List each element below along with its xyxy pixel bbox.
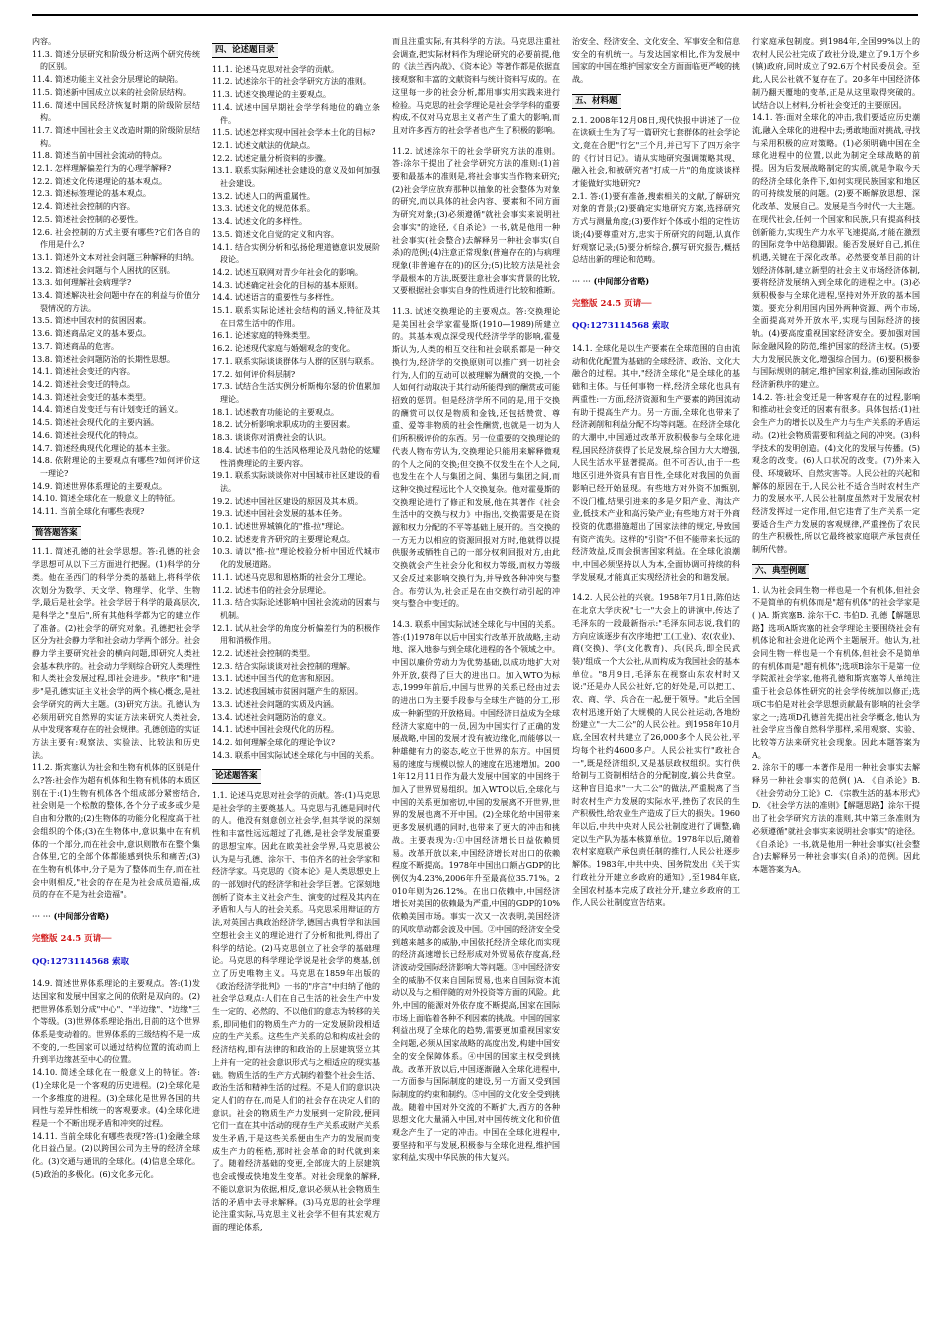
essay-item: 13.4. 试述文化的多样性。 <box>212 217 307 227</box>
section-heading-material: 五、材料题 <box>572 94 621 109</box>
essay-item: 13.1. 试述中国当代的危害和原因。 <box>212 674 339 684</box>
essay-item: 17.1. 联系实际谈谈群体与人群的区别与联系。 <box>212 356 379 366</box>
answer-paragraph: 行家庭承包制度。到1984年,全国99%以上的农村人民公社完成了政社分设,建立了9.1万个乡(镇)政府,同时成立了92.6万个村民委员会。至此,人民公社就不复存在了。20多年中国经济体制乃翻天覆地的变革,正是从这里取得突破的。试结合以上材料,分析社会变迁的主要原因。 <box>752 37 920 110</box>
essay-item: 10.1. 试述世界城镇化的"推-拉"理论。 <box>212 522 349 532</box>
essay-item: 13.2. 试述我国城市贫困问题产生的原因。 <box>212 687 363 697</box>
essay-item: 18.2. 试分析影响求职成功的主要因素。 <box>212 420 355 430</box>
question-item: 11.7. 简述中国社会主义改造时期的阶级阶层结构。 <box>32 125 200 148</box>
answer-paragraph: 14.9. 简述世界体系理论的主要观点。答:(1)发达国家和发展中国家之间的依附是双向的。(2)把世界体系划分成"中心"、"半边缘"、"边缘"三个等级。(3)世界体系理论指出,目前的这个世界体系是变动着的。世界体系的三级结构不是一成不变的,一些国家可以通过结构位置的流动而上升到半边缘甚至中心的位置。 <box>32 979 200 1065</box>
essay-item: 13.2. 试述人口的两重属性。 <box>212 191 315 201</box>
section-heading-essay-answers: 论述题答案 <box>212 769 261 784</box>
answer-paragraph: 14.3. 联系中国实际试述全球化与中国的关系。答:(1)1978年以后中国实行改革开放战略,主动地、深入地参与到全球化进程的各个领域之中。中国以廉价劳动力为优势基础,以成功地扩大对外开放,获得了巨大的进出口。加入WTO为标志,1999年前后,中国与世界的关系已经由过去的进出口为主要手段参与全球生产链的分工,形成一种新型的开放格局。中国经济日益成为全球经济大家庭中的一员,因为中国实行了正确的发展战略,中国的发展才没有被边缘化,而能够以一种雄健有力的姿态,屹立于世界的东方。中国贸易的速度与规模以惊人的速度在迅速增加。2001年12月11日作为最大发展中国家的中国终于加入了世界贸易组织。加入WTO以后,全球化与中国的关系更加密切,中国的发展离不开世界,世界的发展也离不开中国。(2)全球化给中国带来更多发展机遇的同时,也带来了更大的冲击和挑战。主要表现为:①中国经济增长日益依赖贸易。改革开放以来,中国经济增长对出口的依赖程度不断提高。1978年中国出口额占GDP的比例仅为4.23%,2006年升至最高位35.71%。2010年则为26.12%。在出口依赖中,中国经济增长对美国的依赖最为严重,中国的GDP的10%依赖美国市场。事实一次又一次表明,美国经济的风吹草动都会波及中国。②中国的经济安全受到越来越多的威胁,中国依托经济全球化而实现的经济高速增长已经形成对外贸易依存度高,经济波动受国际经济影响大等问题。③中国经济安全的威胁不仅来自国际贸易,也来自国际资本流动以及与之相伴随的对外投资等方面的风险。此外,中国的能源对外依存度不断提高,国家在国际市场上面临着各种不利因素的挑战。中国的国家利益出现了全球化的趋势,需要更加重视国家安全问题,必须从国家战略的高度出发,构建中国安全的安全保障体系。④中国的国家主权受到挑战。改革开放以后,中国逐渐融入全球化进程中,一方面参与国际制度的建设,另一方面又受到国际制度的约束和制约。⑤中国的文化安全受到挑战。随着中国对外交流的不断扩大,西方的各种思想文化大量涌入中国,对中国传统文化和价值观念产生了一定的冲击。中国在全球化进程中,要坚持和平与发展,积极参与全球化进程,维护国家利益,实现中华民族的伟大复兴。 <box>392 619 560 1163</box>
column-2 <box>212 36 380 1332</box>
question-item: 14.9. 简述世界体系理论的主要观点。 <box>32 481 167 491</box>
question-item: 13.7. 简述商品的危害。 <box>32 341 119 351</box>
essay-item: 13.1. 联系实际阐述社会建设的意义及如何加强社会建设。 <box>212 166 380 189</box>
essay-item: 16.2. 论述现代家庭与婚姻观念的变化。 <box>212 344 355 354</box>
question-item: 13.2. 简述社会问题与个人困扰的区别。 <box>32 265 175 275</box>
question-item: 13.5. 简述中国农村的贫困因素。 <box>32 316 151 326</box>
answer-paragraph: 11.2. 斯宾塞认为社会和生物有机体的区别是什么?答:社会作为超有机体和生物有机体的本质区别在于:(1)生物有机体各个组成部分紧密结合,社会则是一个松散的整体,各个分子或多或少是自由和分散的;(2)生物体的功能分化程度高于社会组织的个体;(3)在生物体中,意识集中在有机体的一个部分,而在社会中,意识则散布在整个集合体里,它的全部个体都能感到快乐和痛苦;(3)在生物有机体中,分子是为了整体而生存,而在社会中则相反,"社会的存在是为社会成员造福,成员的存在不是为社会造福"。 <box>32 763 200 900</box>
question-item: 11.6. 简述中国民经济恢复时期的阶级阶层结构。 <box>32 100 200 123</box>
question-item: 11.3. 简述分层研究和阶级分析这两个研究传统的区别。 <box>32 49 200 72</box>
column-4 <box>572 36 740 1332</box>
question-item: 14.10. 简述全球化在一般意义上的特征。 <box>32 494 180 504</box>
essay-item: 19.1. 联系实际谈谈你对中国城市社区建设的看法。 <box>212 471 380 493</box>
answer-paragraph: 14.10. 简述全球化在一般意义上的特征。答:(1)全球化是一个客观的历史进程。(2)全球化是一个多维度的进程。(3)全球化是世界各国的共同性与差异性相统一的客观要求。(4)全球化进程是一个不断出现矛盾和冲突的过程。 <box>32 1068 200 1128</box>
answer-paragraph: 1.1. 论述马克思对社会学的贡献。答:(1)马克思是社会学的主要奠基人。马克思与孔德是同时代的人。他没有刻意创立社会学,但其学说的深刻性和丰富性远远超过了孔德,是社会学发展重要的思想宝库。因此在欧美社会学界,马克思被公认为是与孔德、涂尔干、韦伯齐名的社会学家和经济学家。马克思的《资本论》是人类思想史上的一部划时代的经济学和社会学巨著。它深刻地剖析了资本主义社会产生、演变的过程及其内在矛盾和人与人的社会关系。马克思采用辩证的方法,对英国古典政治经济学,德国古典哲学和法国空想社会主义的理论进行了分析和批判,得出了科学的结论。(2)马克思创立了社会学的基础理论。马克思的科学理论学说是社会学的奠基,创立了历史唯物主义。马克思在1859年出版的《政治经济学批判》一书的"序言"中归纳了他的社会学总观点:人们在自己生活的社会生产中发生一定的、必然的、不以他们的意志为转移的关系,即同他们的物质生产力的一定发展阶段相适应的生产关系。这些生产关系的总和构成社会的经济结构,即有法律的和政治的上层建筑竖立其上并有一定的社会意识形式与之相适应的现实基础。物质生活的生产方式制约着整个社会生活、政治生活和精神生活的过程。不是人们的意识决定人们的存在,而是人们的社会存在决定人们的意识。社会的物质生产力发展到一定阶段,便同它们一直在其中活动的现存生产关系或财产关系发生矛盾,于是这些关系便由生产力的发展而变成生产力的桎梏,那时社会革命的时代就到来了。随着经济基础的变更,全部庞大的上层建筑也会或慢或快地发生变革。对社会现象的解释,不能以意识为依据,相反,意识必须从社会物质生活的矛盾中去寻求解释。(3)马克思的社会学理论注重实际,马克思主义社会学不但有其宏观方面的理论体系, <box>212 791 380 1232</box>
essay-item: 18.1. 试述教育功能论的主要观点。 <box>212 407 339 417</box>
essay-item: 11.1. 论述马克思对社会学的贡献。 <box>212 64 339 74</box>
essay-item: 11.2. 试述韦伯的社会分层理论。 <box>212 585 331 595</box>
essay-item: 14.2. 如何理解全球化的理论争议? <box>212 737 336 747</box>
essay-item: 12.1. 试从社会学的角度分析偏差行为的积极作用和消极作用。 <box>212 623 380 646</box>
question-item: 14.1. 简述社会变迁的内容。 <box>32 367 135 377</box>
question-item: 14.4. 简述自发变迁与有计划变迁的涵义。 <box>32 405 183 415</box>
column-3 <box>392 36 560 1332</box>
question-item: 12.5. 简述社会控制的必要性。 <box>32 214 143 224</box>
essay-item: 11.3. 结合实际论述影响中国社会流动的因素与机制。 <box>212 598 380 620</box>
essay-item: 11.5. 试述怎样实现中国社会学本土化的目标? <box>212 128 376 138</box>
essay-item: 14.1. 结合实例分析和弘扬伦理道德意识发展阶段论。 <box>212 242 380 265</box>
question-item: 13.6. 简述商品定义的基本要点。 <box>32 329 151 339</box>
essay-item: 14.3. 试述确定社会化的目标的基本原则。 <box>212 280 363 290</box>
question-item: 12.1. 怎样理解偏差行为的心理学解释? <box>32 164 172 174</box>
omission-note: ⋯ ⋯ (中间部分省略) <box>572 275 650 286</box>
answer-paragraph: 14.11. 当前全球化有哪些表现?答:(1)金融全球化日益凸显。(2)以跨国公司为主导的经济全球化。(3)交通与通讯的全球化。(4)信息全球化。(5)政治的多极化。(6)文化多元化。 <box>32 1131 200 1179</box>
essay-item: 14.2. 试述互联网对青少年社会化的影响。 <box>212 267 363 277</box>
question-item: 14.6. 简述社会现代化的特点。 <box>32 430 143 440</box>
section-heading-essay-list: 四、论述题目录 <box>212 43 278 58</box>
question-item: 12.4. 简述社会控制的内容。 <box>32 202 135 212</box>
essay-item: 19.3. 试述中国社会发展的基本任务。 <box>212 509 347 519</box>
answer-paragraph: 14.1. 全球化是以生产要素在全球范围的自由流动和优化配置为基础的全球经济、政治、文化大融合的过程。其中,"经济全球化"是全球化的基础和主体。与任何事物一样,经济全球化也具有两重性:一方面,经济资源和生产要素的跨国流动有助于提高生产力。另一方面,全球化也带来了经济剥削和利益分配不均等问题。在经济全球化的大潮中,中国通过改革开放积极参与全球化进程,国民经济获得了长足发展,综合国力大大增强,人民生活水平显著提高。但不可否认,由于一些地区引进外资具有盲目性,全球化对我国的负面影响已经开始显现。有些地方对外资不加甄别,不设门槛,结果引进来的多是夕阳产业、淘汰产业,低技术产业和高污染产业;有些地方对于外商投资的优惠措施超出了国家法律的规定,导致国有资产流失。这样的"引资"不但不能带来长远的经济效益,反而会损害国家利益。在全球化浪潮中,中国必须坚持以人为本,全面协调可持续的科学发展观,才能真正实现经济社会的和谐发展。 <box>572 344 740 582</box>
column-1 <box>32 36 200 1332</box>
promo-full-version: 完整版 24.5 页请── <box>32 933 112 944</box>
essay-item: 10.2. 试述麦肯齐研究的主要理论观点。 <box>212 534 355 544</box>
essay-item: 16.1. 论述家庭的特殊类型。 <box>212 331 315 341</box>
omission-note: ⋯ ⋯ (中间部分省略) <box>32 911 110 922</box>
essay-item: 17.2. 如何评价科层制? <box>212 369 296 379</box>
answer-paragraph: 而且注重实际,有其科学的方法。马克思注重社会调查,把实际材料作为理论研究的必要前提,他的《法兰西内战》、《资本论》等著作都是依据直接观察和丰富的文献资料与统计资料写成的。在这里每一步的社会分析,都用事实用实践来进行检验。马克思的社会学理论是社会学学科的重要构成,不仅对马克思主义者产生了重大的影响,而且对许多西方的社会学者也产生了积极的影响。 <box>392 37 560 135</box>
essay-item: 15.1. 联系实际论述社会结构的涵义,特征及其在日常生活中的作用。 <box>212 306 380 328</box>
material-item: 2.1. 答:(1)要有准备,搜索相关的文献,了解研究对象的背景;(2)要确定实地研究方案,选择研究方式与测量角度;(3)要作好个体或小组的定性访谈;(4)要尊重对方,忠实于所研究的问题,认真作好观察记录;(5)要分析综合,撰写研究报告,概括总结出新的理论和范畴。 <box>572 191 740 265</box>
question-item: 12.6. 社会控制的方式主要有哪些?它们各自的作用是什么? <box>32 227 200 250</box>
question-item: 14.7. 简述经典现代化理论的基本主张。 <box>32 443 175 453</box>
essay-item: 11.2. 试述涂尔干的社会学研究方法的准则。 <box>212 77 371 87</box>
question-item: 13.4. 简述解决社会问题中存在的利益与价值分裂情况的方法。 <box>32 291 200 313</box>
answer-paragraph: 11.1. 简述孔德的社会学思想。答:孔德的社会学思想可从以下三方面进行把握。(1)科学的分类。他在圣西门的科学分类的基础上,将科学依次划分为数学、天文学、物理学、化学、生物学,最后是社会学。社会学居于科学的最高层次,是科学之"皇后",所有其他科学都为它的建立作了准备。(2)社会学的研究对象。孔德把社会学区分为社会静力学和社会动力学两个部分。社会静力学主要研究社会的横向问题,即研究人类社会基本秩序的。社会动力学则综合研究人类理性和人类社会发展过程,即社会进步。"秩序"和"进步"是孔德实证主义社会学的两个核心概念,是社会学研究的两大主题。(3)研究方法。孔德认为必须用研究自然界的实证方法来研究人类社会,从中发现客观存在的社会规律。孔德创造的实证方法主要有:观察法、实验法、比较法和历史法。 <box>32 547 200 760</box>
material-item: 2.1. 2008年12月08日,现代快报中讲述了一位在读硕士生为了写一篇研究七套群体的社会学论文,竟在合肥"行乞"三个月,并已写下了四万余字的《行讨日记》。请从实地研究强调策略其现、融入社会,和被研究者"打成一片"的角度谈谈样才能做好实地研究? <box>572 115 740 189</box>
answer-paragraph: 14.2. 人民公社的兴衰。1958年7月1日,陈伯达在北京大学庆祝"七一"大会上的讲演中,传达了毛泽东的一段最新指示:"毛泽东同志说,我们的方向应该逐步有次序地把'工(工业)、农(农业)、商(交换)、学(文化教育)、兵(民兵,即全民武装)'组成一个大公社,从而构成为我国社会的基本单位。"8月9日,毛泽东在视察山东农村时又说:"还是办人民公社好,它的好处是,可以把工、农、商、学、兵合在一起,便于领导。"此后全国农村迅速开始了大规模的人民公社运动,各地纷纷建立"一大二公"的人民公社。到1958年10月底,全国农村共建立了26,000多个人民公社,平均每个社约4600多户。人民公社实行"政社合一",既是经济组织,又是基层政权组织。实行供给制与工资制相结合的分配制度,搞公共食堂。这种盲目追求"一大二公"的做法,严重脱离了当时农村生产力发展的实际水平,挫伤了农民的生产积极性,给农业生产造成了巨大的损失。1960年以后,中共中央对人民公社制度进行了调整,确定以生产队为基本核算单位。1978年以后,随着农村家庭联产承包责任制的推行,人民公社逐步解体。1983年,中共中央、国务院发出《关于实行政社分开建立乡政府的通知》,至1984年底,全国农村基本完成了政社分开,建立乡政府的工作,人民公社制度宣告结束。 <box>572 593 740 908</box>
question-item: 内容。 <box>32 37 56 46</box>
promo-contact: QQ:1273114568 索取 <box>572 321 670 332</box>
essay-item: 13.4. 试述社会问题防治的意义。 <box>212 712 331 722</box>
essay-item: 10.3. 请以"推-拉"理论校验分析中国近代城市化的发展道路。 <box>212 547 380 570</box>
answer-paragraph: 11.3. 试述交换理论的主要观点。答:交换理论是美国社会学家霍曼斯(1910—1989)所建立的。其基本观点深受现代经济学学的影响,霍曼斯认为,人类的相互交往和社会联系都是一种交换行为,经济学的交换原则可以推广到一切社会行为,人们的互动可以被理解为酬赏的交换,一个人如何行动取决于其行动所能得到的酬赏或可能招致的惩罚。但是经济学所不同的是,用于交换的酬赏可以仅是物质和金钱,还包括赞赏、尊重、爱等非物质的社会性酬赏,也就是一切为人们所积极评价的东西。另一位重要的交换理论的代表人物布劳认为,交换理论只能用来解释微观的个人之间的交换;但交换不仅发生在个人之间,也发生在个人与集团之间、集团与集团之间,而这种交换过程远比个人交换复杂。他对霍曼斯的交换理论进行了修正和发展,他在其著作《社会生活中的交换与权力》中指出,交换需要是在资源和权力分配的不平等基础上展开的。当交换的一方无力以相应的资源回报对方时,他就得以提供服务或牺牲自己的一部分权利回报对方,由此交换就会产生社会分化和权力等级,而权力等级又会反过来影响交换行为,并导致各种冲突与整合。布劳认为,社会正是在由交换行动引起的冲突与整合中变迁的。 <box>392 307 560 609</box>
essay-item: 12.2. 试述社会控制的类型。 <box>212 649 315 659</box>
essay-item: 12.2. 试述定量分析资料的步骤。 <box>212 153 331 163</box>
question-item: 13.3. 如何理解社会病理学? <box>32 278 132 288</box>
essay-item: 14.1. 试述中国社会现代化的历程。 <box>212 725 339 735</box>
question-item: 14.8. 依附理论的主要观点有哪些?如何评价这一理论? <box>32 456 200 478</box>
answer-paragraph: 治安全、经济安全、文化安全、军事安全和信息安全的有机统一。与发达国家相比,作为发展中国家的中国在维护国家安全方面面临更严峻的挑战。 <box>572 37 740 85</box>
essay-item: 13.3. 试述文化的规范体系。 <box>212 204 315 214</box>
question-item: 11.8. 简述当前中国社会流动的特点。 <box>32 151 167 161</box>
essay-item: 11.3. 试述交换理论的主要观点。 <box>212 90 331 100</box>
essay-item: 14.4. 试述语言的重要性与多样性。 <box>212 293 339 303</box>
question-item: 11.4. 简述功能主义社会分层理论的缺陷。 <box>32 75 183 85</box>
essay-item: 11.1. 试述马克思和恩格斯的社会分工理论。 <box>212 572 371 582</box>
essay-item: 19.2. 试述中国社区建设的原因及其本质。 <box>212 496 363 506</box>
essay-item: 14.3. 联系中国实际试述全球化与中国的关系。 <box>212 750 379 760</box>
column-5 <box>752 36 920 1332</box>
essay-item: 11.4. 试述中国早期社会学学科地位的确立条件。 <box>212 102 380 125</box>
essay-item: 18.4. 试述韦伯的生活风格理论及凡勃伦的炫耀性消费理论的主要内容。 <box>212 445 380 468</box>
section-heading-short-answers: 简答题答案 <box>32 526 81 541</box>
question-item: 14.5. 简述社会现代化的主要内涵。 <box>32 418 159 428</box>
question-item: 14.11. 当前全球化有哪些表现? <box>32 507 145 517</box>
question-item: 13.1. 简述外文本对社会问题三种解释的归纳。 <box>32 252 199 262</box>
section-heading-examples: 六、典型例题 <box>752 564 809 579</box>
top-rule <box>32 14 918 16</box>
essay-item: 12.1. 试述文献法的优缺点。 <box>212 140 315 150</box>
question-item: 13.8. 简述社会问题防治的长期性思想。 <box>32 354 175 364</box>
promo-full-version: 完整版 24.5 页请── <box>572 298 652 309</box>
answer-paragraph: 11.2. 试述涂尔干的社会学研究方法的准则。答:涂尔干提出了社会学研究方法的准则:(1)首要和最基本的准则是,将社会事实当作物来研究;(2)社会学应放弃那种以抽象的社会整体为对象的研究,而以具体的社会内容、要素和不同方面为研究对象;(3)必须遵循"就社会事实来说明社会事实"的途径,《自杀论》一书,就是他用一种社会事实(社会整合)去解释另一种社会事实(自杀)的范例;(4)注意正常现象(普遍存在的)与病理现象(非普遍存在的)的区分;(5)比较方法是社会学最根本的方法,既要注意社会事实背景的比较,又要根据社会事实自身的性质进行比较和推断。 <box>392 146 560 296</box>
example-item: 2. 涂尔干的哪一本著作是用一种社会事实去解释另一种社会事实的范例( )A. 《自杀论》B. 《社会劳动分工论》C. 《宗教生活的基本形式》D. 《社会学方法的准则》【解题思路】涂尔干提出了社会学研究方法的准则,其中第三条准则为必须遵循"就社会事实来说明社会事实"的途径。《自杀论》一书,就是他用一种社会事实(社会整合)去解释另一种社会事实(自杀)的范例。因此本题答案为A。 <box>752 763 920 874</box>
question-item: 11.5. 简述新中国成立以来的社会阶层结构。 <box>32 87 191 97</box>
promo-contact: QQ:1273114568 索取 <box>32 956 130 967</box>
question-item: 14.3. 简述社会变迁的基本类型。 <box>32 392 151 402</box>
essay-item: 12.3. 结合实际谈谈对社会控制的理解。 <box>212 661 355 671</box>
essay-item: 13.3. 试述社会问题的实质及内涵。 <box>212 699 339 709</box>
question-item: 12.3. 简述标签理论的基本观点。 <box>32 189 151 199</box>
essay-item: 18.3. 谈谈你对消费社会的认识。 <box>212 433 331 443</box>
question-item: 14.2. 简述社会变迁的特点。 <box>32 379 135 389</box>
essay-item: 17.3. 试结合生活实例分析斯梅尔瑟的价值累加理论。 <box>212 382 380 404</box>
answer-paragraph: 14.2. 答:社会变迁是一种客观存在的过程,影响和推动社会变迁的因素有很多。具体包括:(1)社会生产力的增长以及生产力与生产关系的矛盾运动。(2)社会物质需要和利益之间的冲突。(3)科学技术的发明创造。(4)文化的发展与传播。(5)观念的改变。(6)人口状况的改变。(7)外来入侵、环境破坏、自然灾害等。人民公社的兴起和解体的原因在于,人民公社不适合当时农村生产力的发展水平,人民公社制度虽然对于发展农村经济发挥过一定作用,但它违背了生产关系一定要适合生产力发展的客观规律,严重挫伤了农民的生产积极性,所以它最终被家庭联产承包责任制所代替。 <box>752 392 920 555</box>
answer-paragraph: 14.1. 答:面对全球化的冲击,我们要适应历史潮流,融入全球化的进程中去;勇敢地面对挑战,寻找与采用积极的应对策略。(1)必须明确中国在全球化进程中的位置,以此为制定全球战略的前提。因为后发展战略制定的实质,就是争取今天的经济全球化条件下,如何实现民族国家和地区的可持续发展的问题。(2)要不断解放思想、深化改革、发展自己。发展是当今时代一大主题。在现代社会,任何一个国家和民族,只有提高科技创新能力,实现生产力水平飞速提高,才能在激烈的国际竞争中站稳脚跟。能否发展好自己,抓住机遇,关键在于深化改革。必然要变革目前的计划经济体制,建立新型的社会主义市场经济体制,要将经济发展纳入到全球化的进程之中。(3)必须积极参与全球化进程,坚持对外开放的基本国策。要充分利用国内国外两种资源、两个市场,全面提高对外开放水平,实现与国际经济的接轨。(4)要高度重视国家经济安全。要加强对国际金融风险的防范,维护国家的经济主权。(5)要大力发展民族文化,增强综合国力。(6)要积极参与国际规则的制定,维护国家利益,推动国际政治经济新秩序的建立。 <box>752 113 920 389</box>
question-item: 12.2. 简述文化传递理论的基本观点。 <box>32 176 167 186</box>
essay-item: 13.5. 简述文化自觉的定义和内容。 <box>212 229 339 239</box>
example-item: 1. 认为社会同生物一样也是一个有机体,但社会不是简单的有机体而是"超有机体"的社会学家是( )A. 斯宾塞B. 涂尔干C. 韦伯D. 孔德【解题思路】选项A斯宾塞的社会学理论主要围绕社会有机体论和社会进化论两个主题展开。他认为,社会同生物一样也是一个有机体,但社会不是简单的有机体而是"超有机体";选项B涂尔干是第一位学院派社会学家,他将孔德和斯宾塞等人单纯注重于社会总体性研究的社会学传统加以修正;选项C韦伯是对社会学思想贡献最有影响的社会学家之一;选项D孔德首先提出社会学概念,他认为社会学应当像自然科学那样,采用观察、实验、比较等方法来研究社会现象。因此本题答案为A。 <box>752 585 920 760</box>
